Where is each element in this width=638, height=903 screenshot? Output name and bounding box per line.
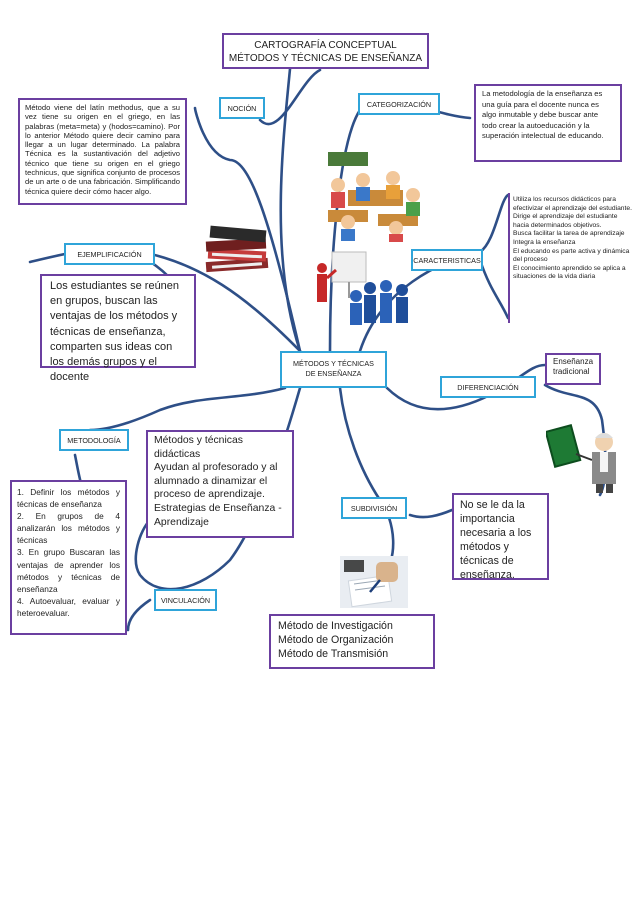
caracteristica-item: El conocimiento aprendido se aplica a situaciones de la vida diaria — [513, 264, 626, 281]
vinculacion-text — [146, 430, 294, 538]
diferenciacion-text: No se le da la importancia necesaria a los métodos y técnicas de enseñanza. — [452, 493, 549, 580]
central-node — [280, 351, 387, 388]
presentation-image — [312, 248, 412, 326]
line-subdivision-2 — [410, 510, 452, 517]
nocion-text: Método viene del latín methodus, que a su vez tiene su origen en el griego, en las palabras (meta=meta) y (hodos=camino). Por lo anterior Método quiere decir camino para llegar a un lugar determinado. La palabra Técnica es la sustantivación del adjetivo técnico que tiene su origen en el griego technicus, que significa conjunto de procesos de un arte o de una fabricación. Simplificando técnica quiere decir cómo hacer algo. — [18, 98, 187, 205]
diferenciacion-tag: Enseñanza tradicional — [545, 353, 601, 385]
caracteristicas-list — [508, 193, 632, 323]
line-vinc-left — [128, 600, 150, 630]
line-caracteristicas-2 — [480, 260, 508, 318]
label-diferenciacion: DIFERENCIACIÓN — [440, 376, 536, 398]
map-title-line2: MÉTODOS Y TÉCNICAS DE ENSEÑANZA — [228, 53, 423, 64]
line-metodologia — [90, 388, 285, 430]
line-subdivision — [340, 388, 393, 580]
ejemplificacion-text: Los estudiantes se reúnen en grupos, buscan las ventajas de los métodos y técnicas de enseñanza, comparten sus ideas con los demás grupos y el docente — [40, 274, 196, 368]
metodologia-item: 3. En grupo Buscaran las ventajas de aprender los métodos y técnicas de enseñanza — [17, 547, 120, 594]
vinculacion-line: Ayudan al profesorado y al alumnado a dinamizar el proceso de aprendizaje. — [154, 462, 278, 501]
teacher-image — [546, 424, 622, 494]
subdivision-item: Método de Organización — [278, 634, 394, 646]
central-node-line2: DE ENSEÑANZA — [305, 369, 362, 378]
label-nocion: NOCIÓN — [219, 97, 265, 119]
subdivision-item: Método de Transmisión — [278, 648, 389, 660]
label-vinculacion: VINCULACIÓN — [154, 589, 217, 611]
map-title-box — [222, 33, 429, 69]
vinculacion-line: Estrategias de Enseñanza - Aprendizaje — [154, 502, 282, 528]
map-title-line1: CARTOGRAFÍA CONCEPTUAL — [254, 40, 397, 51]
caracteristica-item: Busca facilitar la tarea de aprendizaje — [513, 230, 625, 238]
caracteristica-item: El educando es parte activa y dinámica del proceso — [513, 247, 630, 264]
caracteristica-item: Integra la enseñanza — [513, 238, 576, 246]
label-ejemplificacion: EJEMPLIFICACIÓN — [64, 243, 155, 265]
label-categorizacion: CATEGORIZACIÓN — [358, 93, 440, 115]
classroom-image — [318, 150, 426, 242]
vinculacion-line: Métodos y técnicas didácticas — [154, 435, 243, 460]
caracteristica-item: Dirige el aprendizaje del estudiante hacia determinados objetivos. — [513, 213, 618, 229]
subdivision-item: Método de Investigación — [278, 620, 393, 632]
books-image — [200, 220, 275, 278]
metodologia-list — [10, 480, 127, 635]
metodologia-item: 1. Definir los métodos y técnicas de enseñanza — [17, 487, 120, 510]
subdivision-list — [269, 614, 435, 669]
label-caracteristicas: CARACTERISTICAS — [411, 249, 483, 271]
caracteristica-item: Utiliza los recursos didácticos para efectivizar el aprendizaje del estudiante. — [513, 196, 632, 212]
writing-image — [340, 556, 408, 608]
label-subdivision: SUBDIVISIÓN — [341, 497, 407, 519]
metodologia-item: 2. En grupos de 4 analizarán los métodos y técnicas — [17, 511, 120, 546]
categorizacion-text: La metodología de la enseñanza es una guía para el docente nunca es algo inmutable y debe buscar ante todo crear la autoeducación y la superación intelectual de educando. — [474, 84, 622, 162]
central-node-line1: MÉTODOS Y TÉCNICAS — [293, 359, 374, 368]
metodologia-item: 4. Autoevaluar, evaluar y heteroevaluar. — [17, 595, 120, 618]
label-metodologia: METODOLOGÍA — [59, 429, 129, 451]
